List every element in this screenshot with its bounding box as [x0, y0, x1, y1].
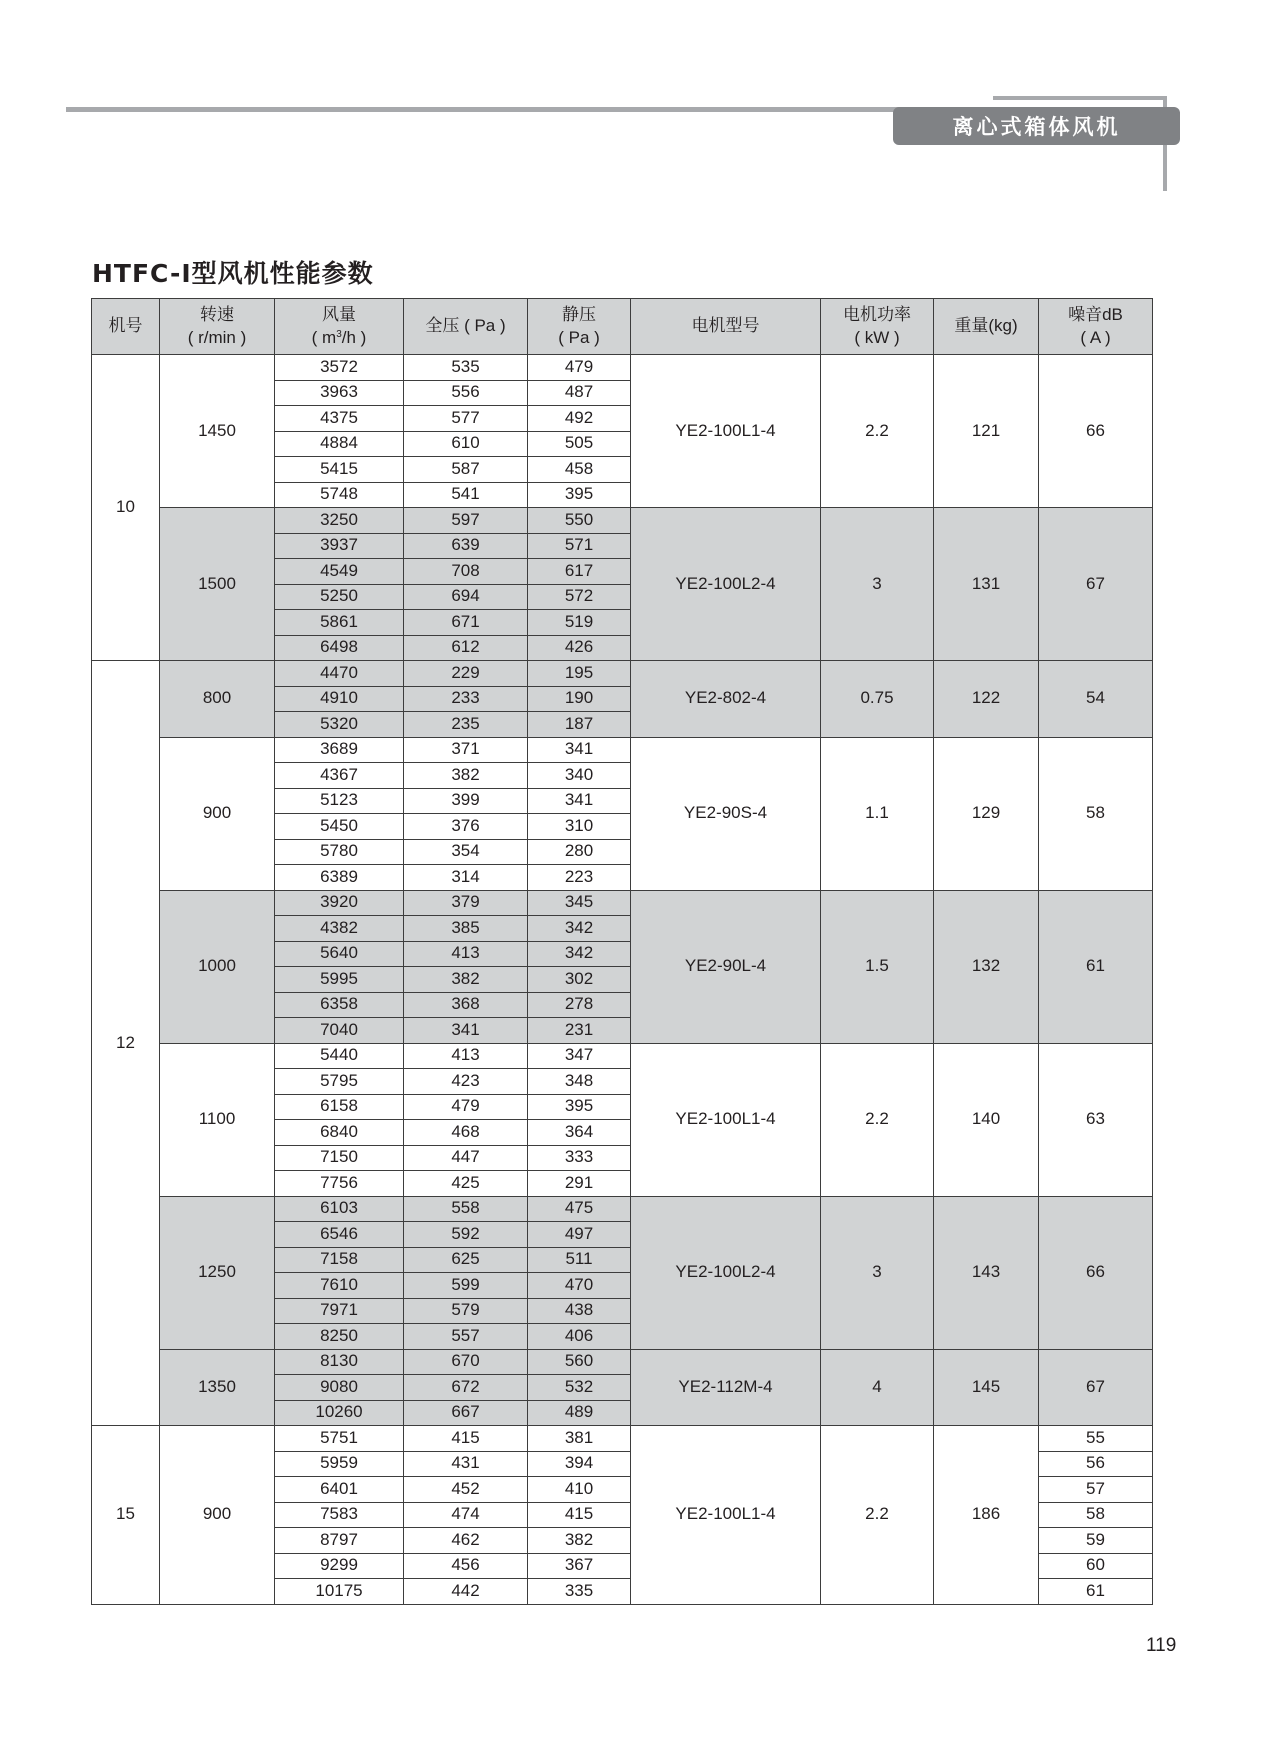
total-pressure-cell: 577 [404, 406, 528, 432]
airflow-cell: 4382 [275, 916, 404, 942]
static-pressure-cell: 341 [528, 788, 631, 814]
noise-cell: 58 [1039, 1502, 1153, 1528]
total-pressure-cell: 415 [404, 1426, 528, 1452]
total-pressure-cell: 382 [404, 967, 528, 993]
static-pressure-cell: 382 [528, 1528, 631, 1554]
header-text: 噪音dB [1068, 304, 1123, 324]
noise-cell: 55 [1039, 1426, 1153, 1452]
page-title: HTFC-I型风机性能参数 [92, 259, 374, 288]
performance-table [91, 298, 1153, 1605]
static-pressure-cell: 395 [528, 482, 631, 508]
airflow-cell: 6546 [275, 1222, 404, 1248]
total-pressure-cell: 670 [404, 1349, 528, 1375]
airflow-cell: 7150 [275, 1145, 404, 1171]
total-pressure-cell: 557 [404, 1324, 528, 1350]
noise-cell: 66 [1039, 1196, 1153, 1349]
total-pressure-cell: 456 [404, 1553, 528, 1579]
noise-cell: 67 [1039, 508, 1153, 661]
total-pressure-cell: 376 [404, 814, 528, 840]
noise-cell: 61 [1039, 1579, 1153, 1605]
speed-cell: 1100 [160, 1043, 275, 1196]
total-pressure-cell: 672 [404, 1375, 528, 1401]
airflow-cell: 7040 [275, 1018, 404, 1044]
airflow-cell: 6498 [275, 635, 404, 661]
col-header-static-pressure [528, 299, 631, 355]
motor-power-cell: 3 [821, 508, 934, 661]
total-pressure-cell: 597 [404, 508, 528, 534]
total-pressure-cell: 368 [404, 992, 528, 1018]
airflow-cell: 5320 [275, 712, 404, 738]
static-pressure-cell: 489 [528, 1400, 631, 1426]
header-unit: ( r/min ) [187, 327, 247, 347]
airflow-cell: 3572 [275, 355, 404, 381]
total-pressure-cell: 379 [404, 890, 528, 916]
motor-power-cell: 2.2 [821, 1426, 934, 1605]
total-pressure-cell: 587 [404, 457, 528, 483]
airflow-cell: 7583 [275, 1502, 404, 1528]
table-row [92, 355, 1153, 381]
static-pressure-cell: 348 [528, 1069, 631, 1095]
static-pressure-cell: 340 [528, 763, 631, 789]
noise-cell: 67 [1039, 1349, 1153, 1426]
noise-cell: 57 [1039, 1477, 1153, 1503]
static-pressure-cell: 395 [528, 1094, 631, 1120]
total-pressure-cell: 413 [404, 1043, 528, 1069]
total-pressure-cell: 462 [404, 1528, 528, 1554]
total-pressure-cell: 667 [404, 1400, 528, 1426]
page-number: 119 [1146, 1635, 1177, 1656]
motor-power-cell: 1.5 [821, 890, 934, 1043]
weight-cell: 122 [934, 661, 1039, 738]
static-pressure-cell: 406 [528, 1324, 631, 1350]
weight-cell: 145 [934, 1349, 1039, 1426]
static-pressure-cell: 511 [528, 1247, 631, 1273]
motor-model-cell: YE2-90L-4 [631, 890, 821, 1043]
total-pressure-cell: 399 [404, 788, 528, 814]
total-pressure-cell: 354 [404, 839, 528, 865]
airflow-cell: 4910 [275, 686, 404, 712]
airflow-cell: 8250 [275, 1324, 404, 1350]
airflow-cell: 3937 [275, 533, 404, 559]
motor-model-cell: YE2-112M-4 [631, 1349, 821, 1426]
weight-cell: 140 [934, 1043, 1039, 1196]
noise-cell: 54 [1039, 661, 1153, 738]
static-pressure-cell: 333 [528, 1145, 631, 1171]
total-pressure-cell: 694 [404, 584, 528, 610]
table-row [92, 1043, 1153, 1069]
table-row [92, 1426, 1153, 1452]
noise-cell: 58 [1039, 737, 1153, 890]
static-pressure-cell: 364 [528, 1120, 631, 1146]
model-no-cell: 10 [92, 355, 160, 661]
col-header-noise [1039, 299, 1153, 355]
motor-model-cell: YE2-90S-4 [631, 737, 821, 890]
total-pressure-cell: 541 [404, 482, 528, 508]
total-pressure-cell: 625 [404, 1247, 528, 1273]
static-pressure-cell: 394 [528, 1451, 631, 1477]
airflow-cell: 4375 [275, 406, 404, 432]
total-pressure-cell: 382 [404, 763, 528, 789]
total-pressure-cell: 671 [404, 610, 528, 636]
table-body [92, 355, 1153, 1605]
total-pressure-cell: 474 [404, 1502, 528, 1528]
speed-cell: 1000 [160, 890, 275, 1043]
header-text: 机号 [108, 316, 143, 336]
airflow-cell: 4470 [275, 661, 404, 687]
speed-cell: 1250 [160, 1196, 275, 1349]
total-pressure-cell: 558 [404, 1196, 528, 1222]
motor-model-cell: YE2-100L2-4 [631, 508, 821, 661]
static-pressure-cell: 345 [528, 890, 631, 916]
total-pressure-cell: 579 [404, 1298, 528, 1324]
col-header-speed [160, 299, 275, 355]
col-header-motor-model [631, 299, 821, 355]
motor-power-cell: 4 [821, 1349, 934, 1426]
airflow-cell: 5780 [275, 839, 404, 865]
airflow-cell: 3963 [275, 380, 404, 406]
airflow-cell: 5440 [275, 1043, 404, 1069]
static-pressure-cell: 335 [528, 1579, 631, 1605]
header-unit: /h ) [341, 327, 367, 347]
static-pressure-cell: 223 [528, 865, 631, 891]
static-pressure-cell: 519 [528, 610, 631, 636]
total-pressure-cell: 535 [404, 355, 528, 381]
airflow-cell: 10175 [275, 1579, 404, 1605]
total-pressure-cell: 468 [404, 1120, 528, 1146]
speed-cell: 800 [160, 661, 275, 738]
col-header-motor-power [821, 299, 934, 355]
airflow-cell: 5415 [275, 457, 404, 483]
static-pressure-cell: 470 [528, 1273, 631, 1299]
static-pressure-cell: 342 [528, 916, 631, 942]
motor-power-cell: 2.2 [821, 1043, 934, 1196]
col-header-total-pressure [404, 299, 528, 355]
header-text: 全压 ( Pa ) [425, 316, 506, 336]
airflow-cell: 5748 [275, 482, 404, 508]
total-pressure-cell: 447 [404, 1145, 528, 1171]
airflow-cell: 5795 [275, 1069, 404, 1095]
section-tab: 离心式箱体风机 [893, 107, 1180, 145]
noise-cell: 66 [1039, 355, 1153, 508]
model-no-cell: 15 [92, 1426, 160, 1605]
airflow-cell: 7158 [275, 1247, 404, 1273]
static-pressure-cell: 410 [528, 1477, 631, 1503]
airflow-cell: 3920 [275, 890, 404, 916]
static-pressure-cell: 532 [528, 1375, 631, 1401]
airflow-cell: 7610 [275, 1273, 404, 1299]
airflow-cell: 4367 [275, 763, 404, 789]
airflow-cell: 6389 [275, 865, 404, 891]
total-pressure-cell: 425 [404, 1171, 528, 1197]
static-pressure-cell: 479 [528, 355, 631, 381]
table-row [92, 1196, 1153, 1222]
table-row [92, 661, 1153, 687]
motor-model-cell: YE2-100L1-4 [631, 1043, 821, 1196]
airflow-cell: 5751 [275, 1426, 404, 1452]
static-pressure-cell: 190 [528, 686, 631, 712]
motor-model-cell: YE2-100L1-4 [631, 1426, 821, 1605]
header-text: 电机型号 [691, 316, 760, 336]
static-pressure-cell: 617 [528, 559, 631, 585]
corner-rule-top [993, 96, 1167, 100]
static-pressure-cell: 347 [528, 1043, 631, 1069]
airflow-cell: 5123 [275, 788, 404, 814]
static-pressure-cell: 381 [528, 1426, 631, 1452]
header-text: 风量 [322, 304, 356, 324]
noise-cell: 59 [1039, 1528, 1153, 1554]
total-pressure-cell: 341 [404, 1018, 528, 1044]
airflow-cell: 5995 [275, 967, 404, 993]
airflow-cell: 5250 [275, 584, 404, 610]
motor-model-cell: YE2-100L1-4 [631, 355, 821, 508]
header-text: 电机功率 [843, 304, 911, 324]
total-pressure-cell: 233 [404, 686, 528, 712]
total-pressure-cell: 610 [404, 431, 528, 457]
total-pressure-cell: 423 [404, 1069, 528, 1095]
airflow-cell: 3250 [275, 508, 404, 534]
weight-cell: 121 [934, 355, 1039, 508]
static-pressure-cell: 310 [528, 814, 631, 840]
airflow-cell: 9299 [275, 1553, 404, 1579]
header-row [92, 299, 1153, 355]
noise-cell: 56 [1039, 1451, 1153, 1477]
model-no-cell: 12 [92, 661, 160, 1426]
airflow-cell: 6358 [275, 992, 404, 1018]
total-pressure-cell: 314 [404, 865, 528, 891]
table-row [92, 890, 1153, 916]
static-pressure-cell: 550 [528, 508, 631, 534]
table-row [92, 737, 1153, 763]
static-pressure-cell: 367 [528, 1553, 631, 1579]
static-pressure-cell: 231 [528, 1018, 631, 1044]
airflow-cell: 4549 [275, 559, 404, 585]
motor-power-cell: 2.2 [821, 355, 934, 508]
motor-model-cell: YE2-100L2-4 [631, 1196, 821, 1349]
static-pressure-cell: 487 [528, 380, 631, 406]
table-row [92, 1349, 1153, 1375]
col-header-airflow [275, 299, 404, 355]
col-header-model-no [92, 299, 160, 355]
motor-power-cell: 0.75 [821, 661, 934, 738]
total-pressure-cell: 229 [404, 661, 528, 687]
airflow-cell: 5640 [275, 941, 404, 967]
airflow-cell: 6840 [275, 1120, 404, 1146]
total-pressure-cell: 385 [404, 916, 528, 942]
static-pressure-cell: 505 [528, 431, 631, 457]
total-pressure-cell: 612 [404, 635, 528, 661]
weight-cell: 131 [934, 508, 1039, 661]
static-pressure-cell: 278 [528, 992, 631, 1018]
airflow-cell: 6103 [275, 1196, 404, 1222]
motor-model-cell: YE2-802-4 [631, 661, 821, 738]
total-pressure-cell: 592 [404, 1222, 528, 1248]
weight-cell: 143 [934, 1196, 1039, 1349]
total-pressure-cell: 599 [404, 1273, 528, 1299]
airflow-cell: 6401 [275, 1477, 404, 1503]
header-unit: ( Pa ) [558, 327, 600, 347]
static-pressure-cell: 560 [528, 1349, 631, 1375]
static-pressure-cell: 195 [528, 661, 631, 687]
static-pressure-cell: 497 [528, 1222, 631, 1248]
static-pressure-cell: 302 [528, 967, 631, 993]
total-pressure-cell: 556 [404, 380, 528, 406]
static-pressure-cell: 458 [528, 457, 631, 483]
total-pressure-cell: 442 [404, 1579, 528, 1605]
noise-cell: 60 [1039, 1553, 1153, 1579]
speed-cell: 1350 [160, 1349, 275, 1426]
header-unit: ( A ) [1080, 327, 1111, 347]
airflow-cell: 9080 [275, 1375, 404, 1401]
airflow-cell: 8130 [275, 1349, 404, 1375]
motor-power-cell: 3 [821, 1196, 934, 1349]
header-text: 静压 [562, 304, 596, 324]
header-rule [66, 107, 901, 112]
weight-cell: 186 [934, 1426, 1039, 1605]
speed-cell: 900 [160, 737, 275, 890]
total-pressure-cell: 479 [404, 1094, 528, 1120]
total-pressure-cell: 708 [404, 559, 528, 585]
static-pressure-cell: 280 [528, 839, 631, 865]
noise-cell: 61 [1039, 890, 1153, 1043]
weight-cell: 132 [934, 890, 1039, 1043]
static-pressure-cell: 415 [528, 1502, 631, 1528]
col-header-weight [934, 299, 1039, 355]
airflow-cell: 5959 [275, 1451, 404, 1477]
static-pressure-cell: 187 [528, 712, 631, 738]
static-pressure-cell: 571 [528, 533, 631, 559]
speed-cell: 900 [160, 1426, 275, 1605]
airflow-cell: 3689 [275, 737, 404, 763]
motor-power-cell: 1.1 [821, 737, 934, 890]
airflow-cell: 4884 [275, 431, 404, 457]
airflow-cell: 5450 [275, 814, 404, 840]
static-pressure-cell: 492 [528, 406, 631, 432]
total-pressure-cell: 413 [404, 941, 528, 967]
total-pressure-cell: 235 [404, 712, 528, 738]
static-pressure-cell: 438 [528, 1298, 631, 1324]
header-unit: ( m [311, 327, 337, 347]
header-text: 转速 [200, 304, 234, 324]
table-row [92, 508, 1153, 534]
header-unit: ( kW ) [854, 327, 900, 347]
airflow-cell: 7971 [275, 1298, 404, 1324]
header-text: 重量(kg) [954, 316, 1018, 336]
static-pressure-cell: 426 [528, 635, 631, 661]
airflow-cell: 6158 [275, 1094, 404, 1120]
airflow-cell: 8797 [275, 1528, 404, 1554]
weight-cell: 129 [934, 737, 1039, 890]
total-pressure-cell: 452 [404, 1477, 528, 1503]
total-pressure-cell: 639 [404, 533, 528, 559]
static-pressure-cell: 291 [528, 1171, 631, 1197]
static-pressure-cell: 572 [528, 584, 631, 610]
airflow-cell: 5861 [275, 610, 404, 636]
total-pressure-cell: 431 [404, 1451, 528, 1477]
speed-cell: 1450 [160, 355, 275, 508]
airflow-cell: 7756 [275, 1171, 404, 1197]
header-unit-sup: 3 [336, 328, 342, 340]
noise-cell: 63 [1039, 1043, 1153, 1196]
static-pressure-cell: 475 [528, 1196, 631, 1222]
static-pressure-cell: 341 [528, 737, 631, 763]
total-pressure-cell: 371 [404, 737, 528, 763]
airflow-cell: 10260 [275, 1400, 404, 1426]
static-pressure-cell: 342 [528, 941, 631, 967]
speed-cell: 1500 [160, 508, 275, 661]
